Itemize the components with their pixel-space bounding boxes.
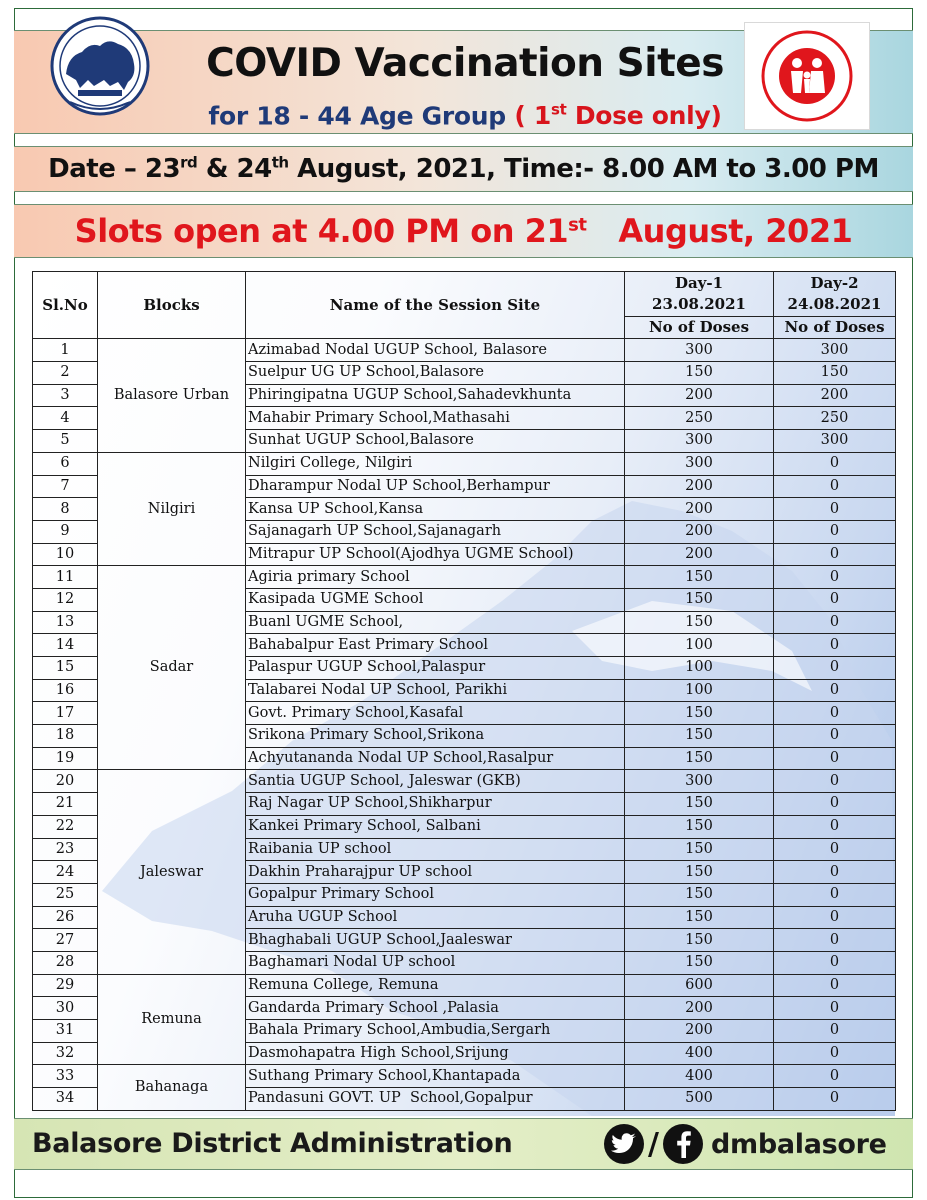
date-time-line: Date – 23rd & 24th August, 2021, Time:- 8.00 AM to 3.00 PM — [48, 153, 879, 184]
cell-slno: 27 — [33, 929, 98, 952]
cell-session-site: Gopalpur Primary School — [246, 883, 625, 906]
header-day2-date: 24.08.2021 — [774, 294, 896, 316]
cell-slno: 4 — [33, 407, 98, 430]
cell-slno: 28 — [33, 951, 98, 974]
cell-day1-doses: 300 — [625, 339, 774, 362]
cell-session-site: Kansa UP School,Kansa — [246, 498, 625, 521]
vaccination-sites-table — [32, 271, 896, 1111]
cell-slno: 8 — [33, 498, 98, 521]
page-title: COVID Vaccination Sites — [206, 41, 724, 86]
cell-slno: 3 — [33, 384, 98, 407]
cell-day2-doses: 0 — [774, 883, 896, 906]
cell-day1-doses: 200 — [625, 997, 774, 1020]
cell-session-site: Achyutananda Nodal UP School,Rasalpur — [246, 747, 625, 770]
cell-slno: 31 — [33, 1020, 98, 1043]
cell-day1-doses: 150 — [625, 362, 774, 385]
cell-session-site: Nilgiri College, Nilgiri — [246, 452, 625, 475]
social-links — [604, 1122, 887, 1166]
cell-session-site: Mahabir Primary School,Mathasahi — [246, 407, 625, 430]
cell-day1-doses: 200 — [625, 384, 774, 407]
footer-organization: Balasore District Administration — [32, 1128, 513, 1159]
cell-slno: 33 — [33, 1065, 98, 1088]
cell-slno: 24 — [33, 861, 98, 884]
cell-day2-doses: 0 — [774, 702, 896, 725]
cell-day1-doses: 400 — [625, 1065, 774, 1088]
cell-slno: 15 — [33, 657, 98, 680]
cell-day2-doses: 0 — [774, 634, 896, 657]
cell-session-site: Sunhat UGUP School,Balasore — [246, 430, 625, 453]
dose-note: ( 1st Dose only) — [514, 101, 722, 131]
cell-day2-doses: 0 — [774, 452, 896, 475]
cell-day1-doses: 150 — [625, 929, 774, 952]
cell-day2-doses: 0 — [774, 997, 896, 1020]
header-day2-doses: No of Doses — [774, 316, 896, 339]
cell-session-site: Azimabad Nodal UGUP School, Balasore — [246, 339, 625, 362]
cell-day2-doses: 0 — [774, 861, 896, 884]
cell-session-site: Buanl UGME School, — [246, 611, 625, 634]
cell-session-site: Kasipada UGME School — [246, 588, 625, 611]
cell-day2-doses: 200 — [774, 384, 896, 407]
cell-session-site: Bahabalpur East Primary School — [246, 634, 625, 657]
cell-day1-doses: 300 — [625, 770, 774, 793]
cell-session-site: Palaspur UGUP School,Palaspur — [246, 657, 625, 680]
cell-day2-doses: 150 — [774, 362, 896, 385]
cell-session-site: Phiringipatna UGUP School,Sahadevkhunta — [246, 384, 625, 407]
cell-slno: 1 — [33, 339, 98, 362]
cell-day2-doses: 0 — [774, 657, 896, 680]
cell-day1-doses: 300 — [625, 430, 774, 453]
table-row — [33, 1065, 896, 1088]
cell-slno: 29 — [33, 974, 98, 997]
social-separator: / — [648, 1126, 659, 1162]
cell-session-site: Dakhin Praharajpur UP school — [246, 861, 625, 884]
cell-day1-doses: 600 — [625, 974, 774, 997]
cell-day1-doses: 150 — [625, 702, 774, 725]
cell-slno: 14 — [33, 634, 98, 657]
cell-day1-doses: 150 — [625, 725, 774, 748]
cell-session-site: Talabarei Nodal UP School, Parikhi — [246, 679, 625, 702]
cell-slno: 26 — [33, 906, 98, 929]
cell-day2-doses: 0 — [774, 498, 896, 521]
cell-session-site: Raj Nagar UP School,Shikharpur — [246, 793, 625, 816]
cell-session-site: Govt. Primary School,Kasafal — [246, 702, 625, 725]
cell-day2-doses: 0 — [774, 588, 896, 611]
cell-day2-doses: 250 — [774, 407, 896, 430]
cell-session-site: Dharampur Nodal UP School,Berhampur — [246, 475, 625, 498]
twitter-bird-icon[interactable] — [604, 1124, 644, 1164]
table-row — [33, 339, 896, 362]
cell-session-site: Agiria primary School — [246, 566, 625, 589]
header-day1-label: Day-1 — [625, 272, 774, 295]
cell-slno: 32 — [33, 1042, 98, 1065]
cell-day1-doses: 150 — [625, 566, 774, 589]
cell-day1-doses: 150 — [625, 838, 774, 861]
cell-day2-doses: 0 — [774, 770, 896, 793]
cell-day2-doses: 0 — [774, 906, 896, 929]
cell-slno: 7 — [33, 475, 98, 498]
cell-slno: 11 — [33, 566, 98, 589]
cell-block: Nilgiri — [98, 452, 246, 565]
cell-day1-doses: 250 — [625, 407, 774, 430]
odisha-emblem-icon — [38, 12, 162, 124]
header-day1-doses: No of Doses — [625, 316, 774, 339]
cell-day2-doses: 0 — [774, 679, 896, 702]
cell-day2-doses: 0 — [774, 929, 896, 952]
cell-day1-doses: 100 — [625, 679, 774, 702]
cell-session-site: Raibania UP school — [246, 838, 625, 861]
cell-day2-doses: 0 — [774, 951, 896, 974]
cell-session-site: Aruha UGUP School — [246, 906, 625, 929]
cell-session-site: Dasmohapatra High School,Srijung — [246, 1042, 625, 1065]
cell-day2-doses: 0 — [774, 815, 896, 838]
cell-slno: 20 — [33, 770, 98, 793]
cell-day1-doses: 500 — [625, 1088, 774, 1111]
cell-slno: 6 — [33, 452, 98, 475]
slots-open-line: Slots open at 4.00 PM on 21st August, 2021 — [74, 212, 853, 250]
cell-block: Jaleswar — [98, 770, 246, 974]
cell-day1-doses: 200 — [625, 1020, 774, 1043]
cell-session-site: Srikona Primary School,Srikona — [246, 725, 625, 748]
cell-day1-doses: 150 — [625, 588, 774, 611]
cell-day1-doses: 100 — [625, 657, 774, 680]
cell-day1-doses: 150 — [625, 815, 774, 838]
cell-day1-doses: 150 — [625, 951, 774, 974]
header-blocks: Blocks — [98, 272, 246, 339]
cell-session-site: Suelpur UG UP School,Balasore — [246, 362, 625, 385]
cell-day1-doses: 200 — [625, 475, 774, 498]
cell-day2-doses: 300 — [774, 339, 896, 362]
cell-day2-doses: 0 — [774, 543, 896, 566]
table-row — [33, 452, 896, 475]
cell-session-site: Kankei Primary School, Salbani — [246, 815, 625, 838]
table-header-row — [33, 272, 896, 295]
cell-block: Sadar — [98, 566, 246, 770]
cell-day2-doses: 0 — [774, 974, 896, 997]
cell-session-site: Baghamari Nodal UP school — [246, 951, 625, 974]
page-subtitle — [170, 93, 760, 133]
cell-day1-doses: 200 — [625, 543, 774, 566]
cell-day1-doses: 150 — [625, 611, 774, 634]
cell-day2-doses: 0 — [774, 1020, 896, 1043]
table-row — [33, 770, 896, 793]
cell-day1-doses: 300 — [625, 452, 774, 475]
header-slno: Sl.No — [33, 272, 98, 339]
cell-session-site: Santia UGUP School, Jaleswar (GKB) — [246, 770, 625, 793]
cell-day1-doses: 100 — [625, 634, 774, 657]
cell-day1-doses: 200 — [625, 498, 774, 521]
cell-day2-doses: 0 — [774, 793, 896, 816]
header-day1-date: 23.08.2021 — [625, 294, 774, 316]
cell-day2-doses: 0 — [774, 520, 896, 543]
cell-session-site: Pandasuni GOVT. UP School,Gopalpur — [246, 1088, 625, 1111]
nhm-logo-icon — [744, 22, 870, 130]
cell-slno: 2 — [33, 362, 98, 385]
table-row — [33, 566, 896, 589]
cell-day1-doses: 150 — [625, 747, 774, 770]
age-group-text: for 18 - 44 Age Group — [208, 101, 506, 131]
social-handle[interactable]: dmbalasore — [710, 1128, 887, 1160]
cell-day2-doses: 0 — [774, 725, 896, 748]
cell-block: Bahanaga — [98, 1065, 246, 1110]
cell-slno: 19 — [33, 747, 98, 770]
cell-day1-doses: 150 — [625, 861, 774, 884]
cell-day2-doses: 0 — [774, 747, 896, 770]
table-row — [33, 974, 896, 997]
cell-day2-doses: 0 — [774, 611, 896, 634]
cell-slno: 30 — [33, 997, 98, 1020]
cell-session-site: Sajanagarh UP School,Sajanagarh — [246, 520, 625, 543]
cell-slno: 5 — [33, 430, 98, 453]
cell-day2-doses: 0 — [774, 838, 896, 861]
cell-day2-doses: 0 — [774, 475, 896, 498]
cell-slno: 9 — [33, 520, 98, 543]
cell-day1-doses: 150 — [625, 793, 774, 816]
cell-session-site: Gandarda Primary School ,Palasia — [246, 997, 625, 1020]
header-session-site: Name of the Session Site — [246, 272, 625, 339]
facebook-f-icon[interactable] — [663, 1124, 703, 1164]
cell-day2-doses: 0 — [774, 566, 896, 589]
header-day2-label: Day-2 — [774, 272, 896, 295]
cell-slno: 12 — [33, 588, 98, 611]
cell-slno: 18 — [33, 725, 98, 748]
cell-day2-doses: 0 — [774, 1088, 896, 1111]
cell-slno: 13 — [33, 611, 98, 634]
cell-day2-doses: 0 — [774, 1042, 896, 1065]
cell-day1-doses: 200 — [625, 520, 774, 543]
cell-slno: 16 — [33, 679, 98, 702]
cell-block: Balasore Urban — [98, 339, 246, 452]
cell-day1-doses: 150 — [625, 906, 774, 929]
cell-session-site: Bhaghabali UGUP School,Jaaleswar — [246, 929, 625, 952]
cell-slno: 21 — [33, 793, 98, 816]
cell-slno: 22 — [33, 815, 98, 838]
cell-day2-doses: 0 — [774, 1065, 896, 1088]
cell-session-site: Remuna College, Remuna — [246, 974, 625, 997]
cell-slno: 25 — [33, 883, 98, 906]
cell-day2-doses: 300 — [774, 430, 896, 453]
cell-block: Remuna — [98, 974, 246, 1065]
cell-slno: 23 — [33, 838, 98, 861]
cell-day1-doses: 150 — [625, 883, 774, 906]
cell-slno: 17 — [33, 702, 98, 725]
cell-slno: 34 — [33, 1088, 98, 1111]
cell-session-site: Mitrapur UP School(Ajodhya UGME School) — [246, 543, 625, 566]
cell-slno: 10 — [33, 543, 98, 566]
cell-day1-doses: 400 — [625, 1042, 774, 1065]
cell-session-site: Suthang Primary School,Khantapada — [246, 1065, 625, 1088]
cell-session-site: Bahala Primary School,Ambudia,Sergarh — [246, 1020, 625, 1043]
table-body — [33, 339, 896, 1110]
